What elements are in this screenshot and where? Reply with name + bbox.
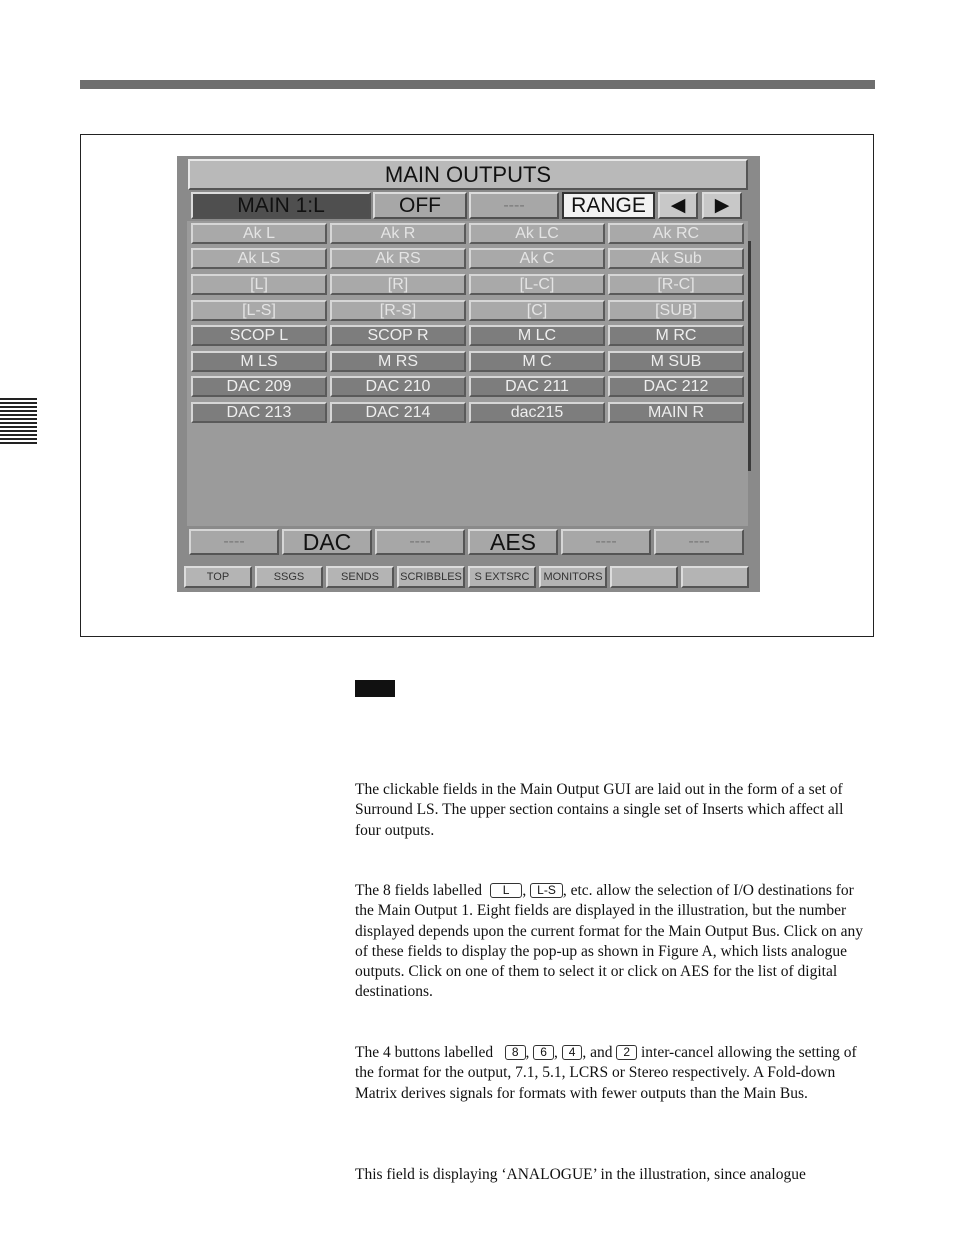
grid-cell[interactable]: Ak LS [191,248,327,269]
grid-cell[interactable]: Ak RS [330,248,466,269]
text-span: , etc. allow the selection of I/O destinations for the Main Output 1. Eight fields are displayed in the illustration, but the number displayed depends upon the current format for the Main Output Bus. Click on any of these fields to display the pop-up as shown in Figure A, which lists analogue outputs. Click on one of them to select it or click on AES for the list of digital destinations. [355,882,863,1001]
grid-cell[interactable]: [L-C] [469,274,605,295]
empty-field[interactable]: ---- [375,529,465,555]
grid-cell[interactable]: Ak RC [608,223,744,244]
scrollbar[interactable] [748,241,751,471]
tab-sends[interactable]: SENDS [326,566,394,588]
grid-cell[interactable]: M RS [330,351,466,372]
key-6: 6 [533,1045,554,1060]
range-button[interactable]: RANGE [562,192,655,219]
key-4: 4 [562,1045,583,1060]
tab-monitors[interactable]: MONITORS [539,566,607,588]
grid-cell[interactable]: [C] [469,300,605,321]
off-button[interactable]: OFF [373,192,467,219]
grid-cell[interactable]: M C [469,351,605,372]
header-rule [80,80,875,89]
empty-field[interactable]: ---- [561,529,651,555]
grid-cell[interactable]: [R-S] [330,300,466,321]
grid-cell[interactable]: DAC 209 [191,376,327,397]
chapter-tab-marker [0,398,37,445]
grid-cell[interactable]: dac215 [469,402,605,423]
grid-cell[interactable]: SCOP R [330,325,466,346]
grid-cell[interactable]: [L-S] [191,300,327,321]
key-l: L [490,883,523,898]
note-marker [355,680,395,697]
grid-cell[interactable]: M RC [608,325,744,346]
text-span: , and [582,1044,613,1061]
grid-cell[interactable]: DAC 211 [469,376,605,397]
empty-field[interactable]: ---- [189,529,279,555]
tab-blank[interactable] [610,566,678,588]
grid-cell[interactable]: Ak Sub [608,248,744,269]
text-span: inter-cancel allowing the setting of the format for the output, 7.1, 5.1, LCRS or Stereo respectively. A Fold-down Matrix derives signals for formats with fewer outputs than the Main Bus. [355,1044,857,1102]
empty-field[interactable]: ---- [469,192,559,219]
right-arrow-icon[interactable]: ▶ [702,192,742,219]
key-ls: L-S [530,883,563,898]
tab-ssgs[interactable]: SSGS [255,566,323,588]
destination-grid [187,221,748,526]
grid-cell[interactable]: Ak LC [469,223,605,244]
grid-cell[interactable]: MAIN R [608,402,744,423]
grid-cell[interactable]: M LC [469,325,605,346]
main-outputs-panel [177,156,760,592]
grid-cell[interactable]: [L] [191,274,327,295]
key-8: 8 [505,1045,526,1060]
tab-s-extsrc[interactable]: S EXTSRC [468,566,536,588]
tab-blank[interactable] [681,566,749,588]
grid-cell[interactable]: DAC 213 [191,402,327,423]
text-span: The 8 fields labelled [355,882,482,899]
grid-cell[interactable]: DAC 212 [608,376,744,397]
grid-cell[interactable]: Ak C [469,248,605,269]
grid-cell[interactable]: [R-C] [608,274,744,295]
empty-field[interactable]: ---- [654,529,744,555]
tab-top[interactable]: TOP [184,566,252,588]
grid-cell[interactable]: Ak L [191,223,327,244]
paragraph-layout: The clickable fields in the Main Output GUI are laid out in the form of a set of Surround LS. The upper section contains a single set of Inserts which affect all four outputs. [355,781,844,839]
text-span: The 4 buttons labelled [355,1044,494,1061]
key-2: 2 [616,1045,637,1060]
grid-cell[interactable]: Ak R [330,223,466,244]
grid-cell[interactable]: [R] [330,274,466,295]
aes-button[interactable]: AES [468,529,558,555]
grid-cell[interactable]: [SUB] [608,300,744,321]
main-output-selector[interactable]: MAIN 1:L [191,192,371,219]
grid-cell[interactable]: DAC 210 [330,376,466,397]
paragraph-format-buttons: The 4 buttons labelled 8 , 6 , 4 , and 2 inter-cancel allowing the setting of the format for the output, 7.1, 5.1, LCRS or Stereo respectively. A Fold-down Matrix derives signals for formats with fewer outputs than the Main Bus. [355,1044,857,1102]
dac-button[interactable]: DAC [282,529,372,555]
grid-cell[interactable]: M SUB [608,351,744,372]
grid-cell[interactable]: DAC 214 [330,402,466,423]
grid-cell[interactable]: SCOP L [191,325,327,346]
grid-cell[interactable]: M LS [191,351,327,372]
paragraph-analogue: This field is displaying ‘ANALOGUE’ in the illustration, since analogue [355,1166,806,1183]
paragraph-destinations [355,881,865,1003]
text-span: , [522,882,527,899]
panel-title: MAIN OUTPUTS [188,159,748,190]
left-arrow-icon[interactable]: ◀ [658,192,698,219]
tab-scribbles[interactable]: SCRIBBLES [397,566,465,588]
